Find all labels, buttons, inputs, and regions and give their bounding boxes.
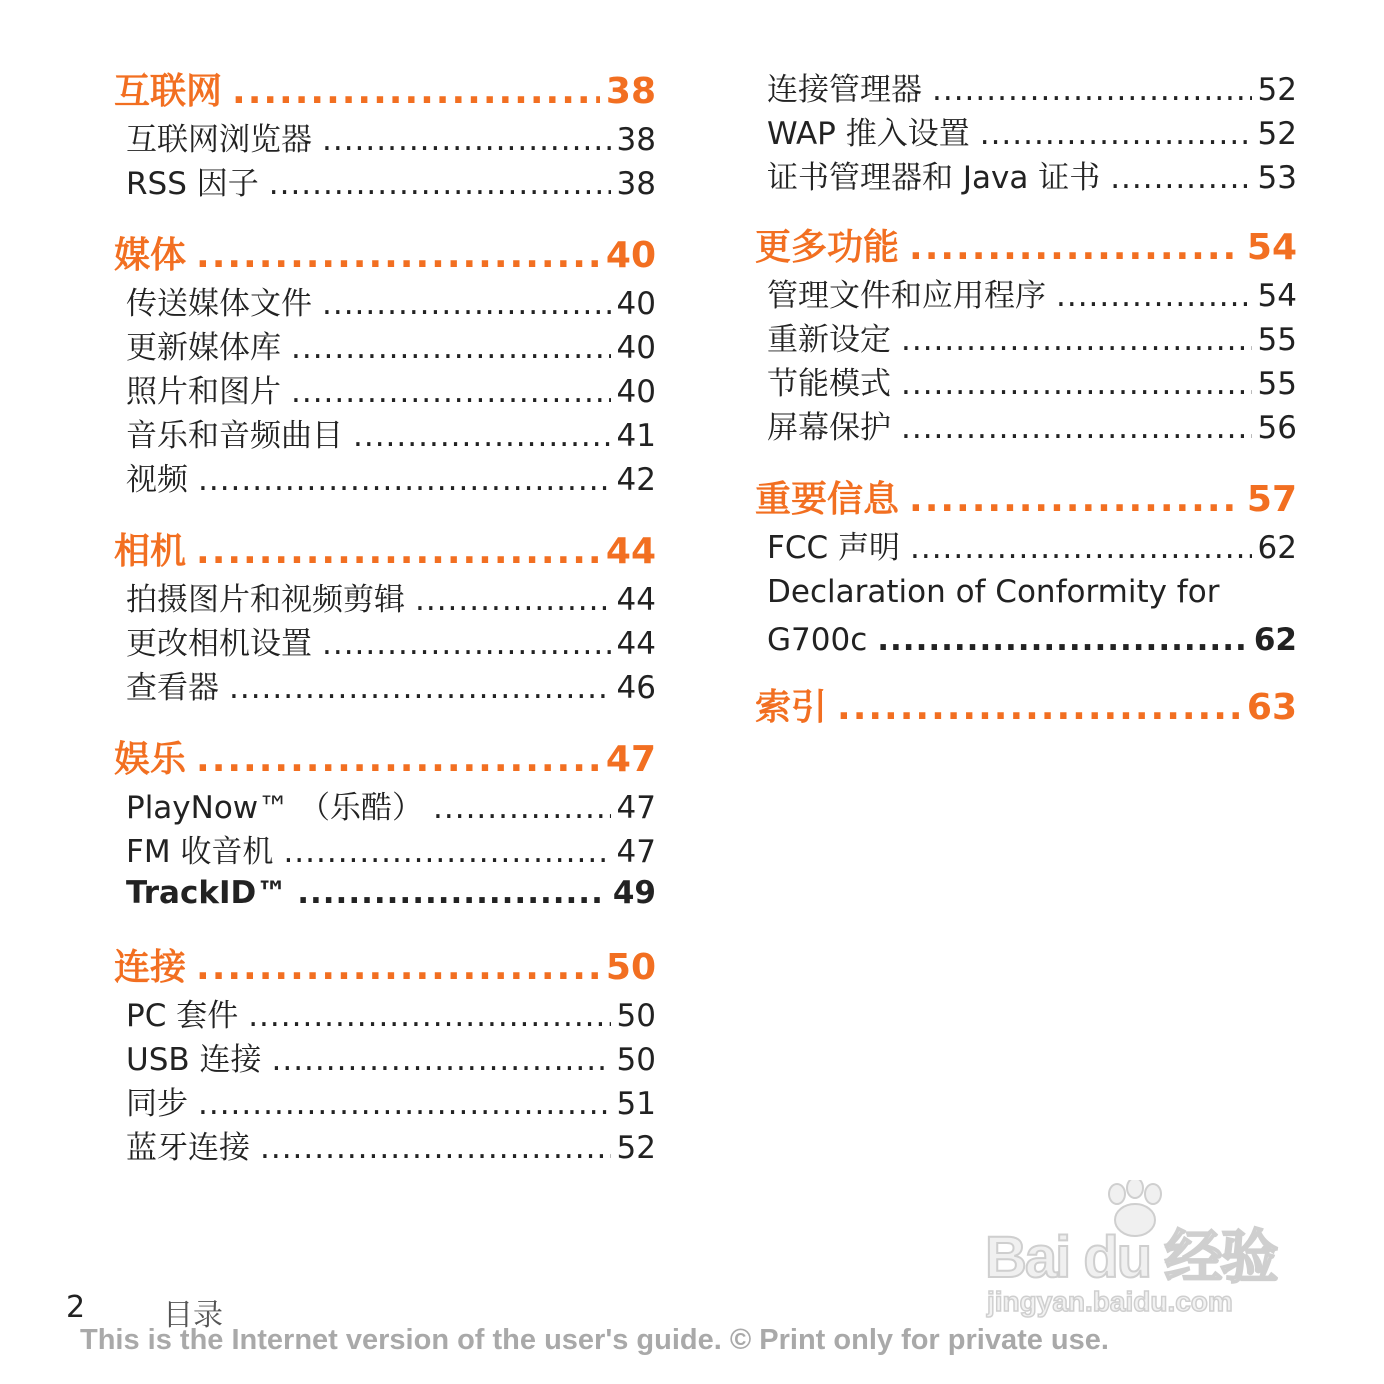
- disclaimer-text: This is the Internet version of the user's guide. © Print only for private use.: [80, 1324, 1109, 1356]
- dot-leader: [901, 318, 1252, 362]
- dot-leader: [877, 618, 1248, 662]
- toc-entry[interactable]: [114, 1038, 656, 1082]
- toc-entry[interactable]: [114, 830, 656, 874]
- entry-page: 47: [616, 834, 656, 870]
- entry-title: FM 收音机: [126, 834, 274, 870]
- entry-title: 照片和图片: [126, 374, 281, 410]
- toc-entry[interactable]: [114, 118, 656, 162]
- toc-entry[interactable]: [114, 1082, 656, 1126]
- toc-heading-internet[interactable]: [114, 66, 656, 118]
- toc-entry[interactable]: [114, 1126, 656, 1170]
- entry-title: 蓝牙连接: [126, 1130, 250, 1166]
- dot-leader: [901, 406, 1252, 450]
- section-page: 40: [605, 235, 656, 276]
- toc-entry[interactable]: [114, 666, 656, 710]
- entry-page: 51: [616, 1086, 656, 1122]
- toc-section-more-features: [755, 222, 1297, 450]
- dot-leader: [322, 622, 611, 666]
- dot-leader: [269, 162, 611, 206]
- dot-leader: [198, 458, 611, 502]
- entry-page: 41: [616, 418, 656, 454]
- entry-title: TrackID™: [126, 875, 288, 911]
- toc-entry[interactable]: [114, 326, 656, 370]
- entry-page: 49: [612, 875, 656, 911]
- entry-page: 55: [1257, 366, 1297, 402]
- toc-entry[interactable]: [755, 112, 1297, 156]
- entry-page: 42: [616, 462, 656, 498]
- dot-leader: [353, 414, 611, 458]
- entry-title: 节能模式: [767, 366, 891, 402]
- entry-title: 传送媒体文件: [126, 286, 312, 322]
- section-title: 更多功能: [755, 227, 900, 268]
- entry-page: 40: [616, 286, 656, 322]
- entry-page: 38: [616, 166, 656, 202]
- toc-section-connectivity: [114, 942, 656, 1170]
- entry-title: PlayNow™ （乐酷）: [126, 790, 424, 826]
- toc-entry[interactable]: [114, 786, 656, 830]
- dot-leader: [198, 1082, 611, 1126]
- entry-page: 52: [1257, 72, 1297, 108]
- section-page: 54: [1246, 227, 1297, 268]
- entry-page: 62: [1253, 622, 1297, 658]
- dot-leader: [980, 112, 1252, 156]
- dot-leader: [196, 526, 600, 578]
- dot-leader: [837, 682, 1241, 734]
- toc-entry[interactable]: [114, 282, 656, 326]
- toc-entry[interactable]: [114, 162, 656, 206]
- entry-page: 53: [1257, 160, 1297, 196]
- dot-leader: [1110, 156, 1251, 200]
- section-title: 媒体: [114, 235, 187, 276]
- dot-leader: [433, 786, 611, 830]
- section-title: 重要信息: [755, 479, 900, 520]
- entry-page: 50: [616, 998, 656, 1034]
- dot-leader: [291, 370, 611, 414]
- toc-section-internet: [114, 66, 656, 206]
- toc-entry[interactable]: [114, 370, 656, 414]
- dot-leader: [196, 942, 600, 994]
- entry-page: 50: [616, 1042, 656, 1078]
- entry-page: 40: [616, 374, 656, 410]
- toc-heading-index[interactable]: [755, 682, 1297, 734]
- dot-leader: [322, 118, 611, 162]
- toc-heading-more-features[interactable]: [755, 222, 1297, 274]
- dot-leader: [272, 1038, 611, 1082]
- toc-entry[interactable]: [114, 458, 656, 502]
- toc-entry[interactable]: [114, 994, 656, 1038]
- toc-continued-entries: [755, 68, 1297, 200]
- toc-entry[interactable]: [114, 874, 656, 912]
- section-title: 娱乐: [114, 739, 187, 780]
- entry-page: 44: [616, 582, 656, 618]
- toc-heading-entertainment[interactable]: [114, 734, 656, 786]
- section-page: 38: [605, 71, 656, 112]
- toc-entry[interactable]: [755, 362, 1297, 406]
- dot-leader: [909, 474, 1241, 526]
- dot-leader: [910, 526, 1252, 570]
- section-page: 44: [605, 531, 656, 572]
- dot-leader: [260, 1126, 611, 1170]
- entry-page: 44: [616, 626, 656, 662]
- toc-section-index: [755, 682, 1297, 734]
- dot-leader: [932, 68, 1252, 112]
- dot-leader: [901, 362, 1252, 406]
- toc-entry[interactable]: [755, 274, 1297, 318]
- chapter-title: 目录: [163, 1298, 223, 1333]
- entry-title: 更改相机设置: [126, 626, 312, 662]
- section-page: 57: [1246, 479, 1297, 520]
- dot-leader: [1056, 274, 1252, 318]
- toc-entry[interactable]: [755, 406, 1297, 450]
- dot-leader: [232, 66, 600, 118]
- entry-title: 连接管理器: [767, 72, 922, 108]
- watermark-url: jingyan.baidu.com: [987, 1286, 1233, 1317]
- entry-title: PC 套件: [126, 998, 239, 1034]
- dot-leader: [283, 830, 610, 874]
- entry-title: G700c: [767, 622, 868, 658]
- dot-leader: [322, 282, 611, 326]
- entry-page: 46: [616, 670, 656, 706]
- section-title: 连接: [114, 947, 187, 988]
- entry-title: 更新媒体库: [126, 330, 281, 366]
- dot-leader: [415, 578, 611, 622]
- dot-leader: [248, 994, 610, 1038]
- entry-page: 40: [616, 330, 656, 366]
- entry-title: 音乐和音频曲目: [126, 418, 343, 454]
- section-page: 50: [605, 947, 656, 988]
- entry-title: 视频: [126, 462, 188, 498]
- entry-title: 查看器: [126, 670, 219, 706]
- toc-entry[interactable]: [755, 318, 1297, 362]
- entry-page: 52: [616, 1130, 656, 1166]
- toc-heading-connectivity[interactable]: [114, 942, 656, 994]
- dot-leader: [909, 222, 1241, 274]
- toc-section-media: [114, 230, 656, 502]
- section-page: 47: [605, 739, 656, 780]
- toc-heading-media[interactable]: [114, 230, 656, 282]
- entry-page: 54: [1257, 278, 1297, 314]
- entry-page: 38: [616, 122, 656, 158]
- section-title: 索引: [755, 687, 828, 728]
- toc-section-important-info: [755, 474, 1297, 662]
- dot-leader: [196, 734, 600, 786]
- page-number: 2: [66, 1290, 86, 1325]
- toc-entry-doc-line1[interactable]: Declaration of Conformity for: [767, 574, 1220, 610]
- entry-title: 管理文件和应用程序: [767, 278, 1046, 314]
- toc-section-entertainment: [114, 734, 656, 912]
- entry-title: 同步: [126, 1086, 188, 1122]
- toc-heading-important-info[interactable]: [755, 474, 1297, 526]
- dot-leader: [291, 326, 611, 370]
- toc-entry[interactable]: [755, 156, 1297, 200]
- entry-title: 证书管理器和 Java 证书: [767, 160, 1101, 196]
- toc-entry[interactable]: [114, 414, 656, 458]
- entry-page: 55: [1257, 322, 1297, 358]
- entry-title: WAP 推入设置: [767, 116, 970, 152]
- toc-entry[interactable]: [114, 622, 656, 666]
- toc-section-camera: [114, 526, 656, 710]
- toc-entry[interactable]: [755, 68, 1297, 112]
- toc-entry[interactable]: [755, 526, 1297, 570]
- baidu-jingyan-watermark: [985, 1180, 1295, 1320]
- toc-entry[interactable]: [114, 578, 656, 622]
- dot-leader: [196, 230, 600, 282]
- section-title: 互联网: [114, 71, 223, 112]
- entry-title: 互联网浏览器: [126, 122, 312, 158]
- entry-page: 62: [1257, 530, 1297, 566]
- dot-leader: [229, 666, 611, 710]
- toc-heading-camera[interactable]: [114, 526, 656, 578]
- entry-page: 47: [616, 790, 656, 826]
- entry-title: FCC 声明: [767, 530, 900, 566]
- toc-entry-doc-line2[interactable]: [755, 618, 1297, 662]
- watermark-logo: Bai du 经验: [985, 1225, 1277, 1290]
- dot-leader: [297, 874, 607, 912]
- entry-title: 重新设定: [767, 322, 891, 358]
- section-page: 63: [1246, 687, 1297, 728]
- entry-title: RSS 因子: [126, 166, 259, 202]
- entry-page: 56: [1257, 410, 1297, 446]
- entry-title: 拍摄图片和视频剪辑: [126, 582, 405, 618]
- entry-title: 屏幕保护: [767, 410, 891, 446]
- entry-page: 52: [1257, 116, 1297, 152]
- entry-title: USB 连接: [126, 1042, 262, 1078]
- section-title: 相机: [114, 531, 187, 572]
